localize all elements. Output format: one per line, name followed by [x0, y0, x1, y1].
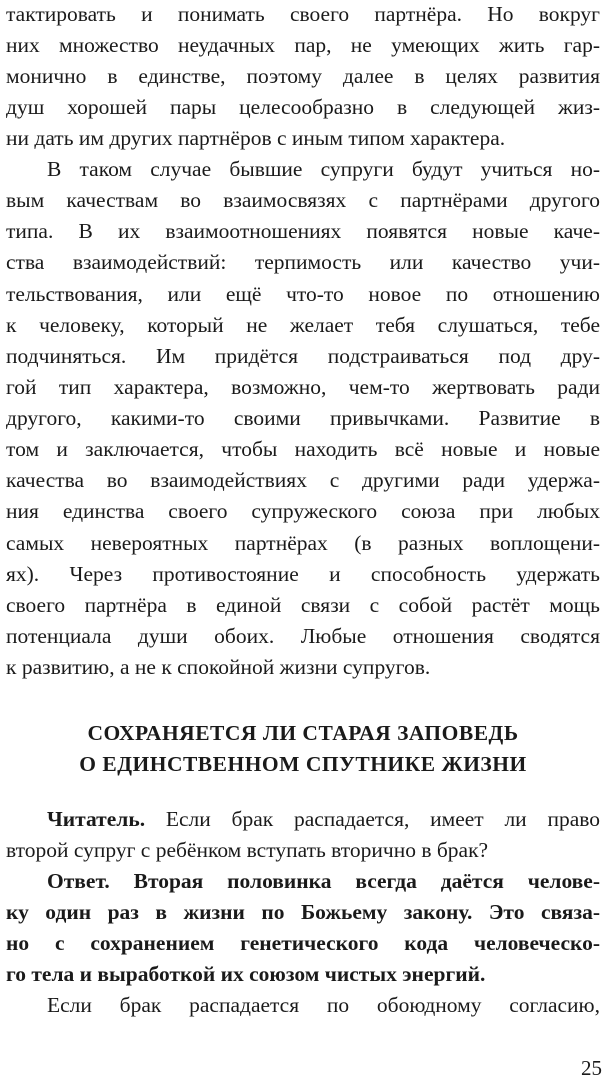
paragraph-line: вым качествам во взаимосвязях с партнёрами другого — [6, 188, 600, 212]
paragraph-line: к человеку, который не желает тебя слушаться, тебе — [6, 313, 600, 337]
paragraph-line: потенциала души обоих. Любые отношения сводятся — [6, 624, 600, 648]
reader-question-line: второй супруг с ребёнком вступать вторично в брак? — [6, 838, 489, 862]
paragraph-line: душ хорошей пары целесообразно в следующей жиз- — [6, 95, 600, 119]
paragraph-line: Если брак распадается по обоюдному согласию, — [47, 993, 600, 1017]
paragraph-line: своего партнёра в единой связи с собой растёт мощь — [6, 593, 600, 617]
paragraph-line: В таком случае бывшие супруги будут учиться но- — [47, 157, 600, 181]
paragraph-line: ях). Через противостояние и способность удержать — [6, 562, 600, 586]
page-number: 25 — [581, 1056, 602, 1080]
paragraph-line: тактировать и понимать своего партнёра. Но вокруг — [6, 2, 600, 26]
answer-line: но с сохранением генетического кода человеческо- — [6, 931, 600, 955]
paragraph-line: ния единства своего супружеского союза при любых — [6, 499, 600, 523]
paragraph-line: гой тип характера, возможно, чем-то жертвовать ради — [6, 375, 600, 399]
paragraph-line: ства взаимодействий: терпимость или качество учи- — [6, 250, 600, 274]
section-heading-line-1: СОХРАНЯЕТСЯ ЛИ СТАРАЯ ЗАПОВЕДЬ — [87, 721, 519, 745]
reader-question-text: Если брак распадается, имеет ли право — [145, 807, 600, 831]
paragraph-line: подчиняться. Им придётся подстраиваться под дру- — [6, 344, 600, 368]
reader-question-line — [47, 804, 600, 835]
paragraph-line: типа. В их взаимоотношениях появятся новые каче- — [6, 219, 600, 243]
paragraph-line: другого, какими-то своими привычками. Развитие в — [6, 406, 600, 430]
paragraph-line: ни дать им других партнёров с иным типом характера. — [6, 126, 506, 150]
paragraph-line: тельствования, или ещё что-то новое по отношению — [6, 282, 600, 306]
paragraph-line: качества во взаимодействиях с другими ради удержа- — [6, 468, 600, 492]
answer-line: Ответ. Вторая половинка всегда даётся челове- — [47, 869, 600, 893]
paragraph-line: монично в единстве, поэтому далее в целях развития — [6, 64, 600, 88]
paragraph-line: к развитию, а не к спокойной жизни супругов. — [6, 655, 431, 679]
reader-label: Читатель. — [47, 807, 146, 831]
section-heading-line-2: О ЕДИНСТВЕННОМ СПУТНИКЕ ЖИЗНИ — [79, 752, 527, 776]
answer-line: го тела и выработкой их союзом чистых энергий. — [6, 962, 486, 986]
paragraph-line: них множество неудачных пар, не умеющих жить гар- — [6, 33, 600, 57]
paragraph-line: том и заключается, чтобы находить всё новые и новые — [6, 437, 600, 461]
paragraph-line: самых невероятных партнёрах (в разных воплощени- — [6, 531, 600, 555]
answer-line: ку один раз в жизни по Божьему закону. Это связа- — [6, 900, 600, 924]
